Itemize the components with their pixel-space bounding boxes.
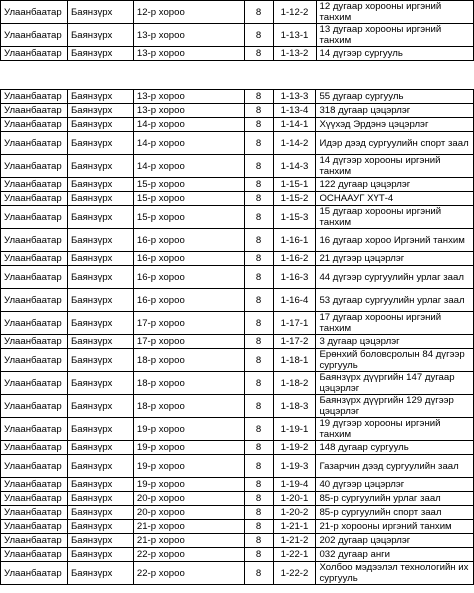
cell-code: 1-13-4 — [273, 104, 316, 118]
table-row — [1, 478, 474, 492]
cell-code: 1-14-3 — [273, 155, 316, 178]
cell-city: Улаанбаатар — [1, 252, 68, 266]
table-row — [1, 178, 474, 192]
cell-district: Баянзүрх — [67, 418, 133, 441]
table-row — [1, 506, 474, 520]
cell-location: 44 дүгээр сургуулийн урлаг заал — [316, 266, 474, 289]
cell-code: 1-18-3 — [273, 395, 316, 418]
cell-city: Улаанбаатар — [1, 441, 68, 455]
cell-number: 8 — [244, 478, 273, 492]
cell-khoroo: 13-р хороо — [133, 104, 244, 118]
cell-number: 8 — [244, 335, 273, 349]
cell-khoroo: 22-р хороо — [133, 562, 244, 585]
cell-code: 1-19-4 — [273, 478, 316, 492]
cell-khoroo: 16-р хороо — [133, 289, 244, 312]
cell-number: 8 — [244, 441, 273, 455]
cell-district: Баянзүрх — [67, 90, 133, 104]
cell-code: 1-17-2 — [273, 335, 316, 349]
cell-number: 8 — [244, 562, 273, 585]
cell-code: 1-16-4 — [273, 289, 316, 312]
cell-location: Баянзүрх дүүргийн 147 дугаар цэцэрлэг — [316, 372, 474, 395]
cell-district: Баянзүрх — [67, 47, 133, 61]
cell-city: Улаанбаатар — [1, 1, 68, 24]
cell-khoroo: 21-р хороо — [133, 534, 244, 548]
cell-location: 13 дугаар хорооны иргэний танхим — [316, 24, 474, 47]
cell-city: Улаанбаатар — [1, 229, 68, 252]
cell-location: ОСНААУГ ХҮТ-4 — [316, 192, 474, 206]
cell-location: 85-р сургуулийн урлаг заал — [316, 492, 474, 506]
cell-district: Баянзүрх — [67, 24, 133, 47]
cell-location: 17 дугаар хорооны иргэний танхим — [316, 312, 474, 335]
cell-code: 1-16-2 — [273, 252, 316, 266]
cell-district: Баянзүрх — [67, 441, 133, 455]
cell-district: Баянзүрх — [67, 455, 133, 478]
cell-number: 8 — [244, 395, 273, 418]
cell-district: Баянзүрх — [67, 1, 133, 24]
cell-code: 1-17-1 — [273, 312, 316, 335]
table-row — [1, 266, 474, 289]
cell-city: Улаанбаатар — [1, 395, 68, 418]
cell-number: 8 — [244, 90, 273, 104]
cell-location: Баянзүрх дүүргийн 129 дүгээр цэцэрлэг — [316, 395, 474, 418]
cell-number: 8 — [244, 266, 273, 289]
cell-khoroo: 13-р хороо — [133, 24, 244, 47]
cell-district: Баянзүрх — [67, 132, 133, 155]
cell-location: 318 дугаар цэцэрлэг — [316, 104, 474, 118]
cell-number: 8 — [244, 206, 273, 229]
table-row — [1, 534, 474, 548]
cell-city: Улаанбаатар — [1, 312, 68, 335]
cell-khoroo: 14-р хороо — [133, 118, 244, 132]
cell-city: Улаанбаатар — [1, 47, 68, 61]
cell-city: Улаанбаатар — [1, 548, 68, 562]
table-row — [1, 252, 474, 266]
cell-district: Баянзүрх — [67, 289, 133, 312]
table-row — [1, 192, 474, 206]
table-row — [1, 335, 474, 349]
cell-code: 1-12-2 — [273, 1, 316, 24]
cell-number: 8 — [244, 534, 273, 548]
cell-code: 1-16-1 — [273, 229, 316, 252]
cell-district: Баянзүрх — [67, 118, 133, 132]
cell-khoroo: 14-р хороо — [133, 132, 244, 155]
cell-location: Хүүхэд Эрдэнэ цэцэрлэг — [316, 118, 474, 132]
cell-city: Улаанбаатар — [1, 178, 68, 192]
cell-khoroo: 15-р хороо — [133, 178, 244, 192]
table-row — [1, 492, 474, 506]
table-row — [1, 229, 474, 252]
cell-city: Улаанбаатар — [1, 155, 68, 178]
table-row — [1, 372, 474, 395]
cell-location: 148 дугаар сургууль — [316, 441, 474, 455]
cell-district: Баянзүрх — [67, 548, 133, 562]
cell-code: 1-22-2 — [273, 562, 316, 585]
cell-khoroo: 17-р хороо — [133, 312, 244, 335]
table-row — [1, 395, 474, 418]
table-row — [1, 90, 474, 104]
table-row — [1, 206, 474, 229]
cell-number: 8 — [244, 104, 273, 118]
cell-district: Баянзүрх — [67, 506, 133, 520]
cell-number: 8 — [244, 24, 273, 47]
cell-number: 8 — [244, 312, 273, 335]
table-row — [1, 118, 474, 132]
cell-district: Баянзүрх — [67, 492, 133, 506]
table-row — [1, 132, 474, 155]
cell-location: 21-р хорооны иргэний танхим — [316, 520, 474, 534]
cell-district: Баянзүрх — [67, 534, 133, 548]
cell-city: Улаанбаатар — [1, 492, 68, 506]
cell-khoroo: 18-р хороо — [133, 349, 244, 372]
cell-code: 1-14-2 — [273, 132, 316, 155]
cell-code: 1-13-1 — [273, 24, 316, 47]
cell-location: Идэр дээд сургуулийн спорт заал — [316, 132, 474, 155]
cell-code: 1-19-1 — [273, 418, 316, 441]
cell-khoroo: 19-р хороо — [133, 441, 244, 455]
cell-khoroo: 16-р хороо — [133, 266, 244, 289]
cell-city: Улаанбаатар — [1, 349, 68, 372]
cell-district: Баянзүрх — [67, 349, 133, 372]
polling-stations-table — [0, 89, 474, 585]
cell-number: 8 — [244, 418, 273, 441]
cell-location: 15 дугаар хорооны иргэний танхим — [316, 206, 474, 229]
cell-location: 55 дугаар сургууль — [316, 90, 474, 104]
cell-code: 1-19-3 — [273, 455, 316, 478]
cell-code: 1-16-3 — [273, 266, 316, 289]
cell-location: 53 дугаар сургуулийн урлаг заал — [316, 289, 474, 312]
cell-khoroo: 16-р хороо — [133, 252, 244, 266]
cell-district: Баянзүрх — [67, 312, 133, 335]
cell-city: Улаанбаатар — [1, 478, 68, 492]
table-row — [1, 312, 474, 335]
cell-code: 1-20-2 — [273, 506, 316, 520]
cell-code: 1-20-1 — [273, 492, 316, 506]
cell-code: 1-21-1 — [273, 520, 316, 534]
cell-khoroo: 20-р хороо — [133, 492, 244, 506]
table-row — [1, 441, 474, 455]
cell-khoroo: 16-р хороо — [133, 229, 244, 252]
cell-number: 8 — [244, 548, 273, 562]
cell-khoroo: 18-р хороо — [133, 395, 244, 418]
cell-location: 12 дугаар хорооны иргэний танхим — [316, 1, 474, 24]
cell-khoroo: 22-р хороо — [133, 548, 244, 562]
cell-district: Баянзүрх — [67, 104, 133, 118]
cell-location: 14 дүгээр хорооны иргэний танхим — [316, 155, 474, 178]
cell-number: 8 — [244, 372, 273, 395]
table-row — [1, 104, 474, 118]
cell-city: Улаанбаатар — [1, 192, 68, 206]
cell-city: Улаанбаатар — [1, 24, 68, 47]
cell-number: 8 — [244, 506, 273, 520]
cell-khoroo: 18-р хороо — [133, 372, 244, 395]
cell-location: 85-р сургуулийн спорт заал — [316, 506, 474, 520]
cell-city: Улаанбаатар — [1, 90, 68, 104]
cell-code: 1-18-2 — [273, 372, 316, 395]
cell-khoroo: 13-р хороо — [133, 47, 244, 61]
cell-district: Баянзүрх — [67, 192, 133, 206]
cell-number: 8 — [244, 155, 273, 178]
cell-city: Улаанбаатар — [1, 418, 68, 441]
cell-city: Улаанбаатар — [1, 372, 68, 395]
cell-district: Баянзүрх — [67, 178, 133, 192]
cell-code: 1-14-1 — [273, 118, 316, 132]
cell-city: Улаанбаатар — [1, 520, 68, 534]
cell-code: 1-19-2 — [273, 441, 316, 455]
cell-location: Газарчин дээд сургуулийн заал — [316, 455, 474, 478]
cell-khoroo: 20-р хороо — [133, 506, 244, 520]
cell-location: 19 дүгээр хорооны иргэний танхим — [316, 418, 474, 441]
table-row — [1, 24, 474, 47]
cell-number: 8 — [244, 132, 273, 155]
cell-city: Улаанбаатар — [1, 506, 68, 520]
cell-location: 40 дүгээр цэцэрлэг — [316, 478, 474, 492]
cell-code: 1-15-3 — [273, 206, 316, 229]
cell-khoroo: 19-р хороо — [133, 478, 244, 492]
cell-location: 122 дугаар цэцэрлэг — [316, 178, 474, 192]
cell-code: 1-13-3 — [273, 90, 316, 104]
cell-khoroo: 13-р хороо — [133, 90, 244, 104]
cell-code: 1-15-1 — [273, 178, 316, 192]
cell-khoroo: 19-р хороо — [133, 418, 244, 441]
cell-city: Улаанбаатар — [1, 104, 68, 118]
cell-city: Улаанбаатар — [1, 206, 68, 229]
cell-district: Баянзүрх — [67, 335, 133, 349]
cell-city: Улаанбаатар — [1, 562, 68, 585]
cell-number: 8 — [244, 229, 273, 252]
table-row — [1, 562, 474, 585]
cell-district: Баянзүрх — [67, 266, 133, 289]
cell-code: 1-18-1 — [273, 349, 316, 372]
cell-code: 1-21-2 — [273, 534, 316, 548]
cell-number: 8 — [244, 118, 273, 132]
cell-khoroo: 14-р хороо — [133, 155, 244, 178]
cell-number: 8 — [244, 1, 273, 24]
cell-khoroo: 17-р хороо — [133, 335, 244, 349]
table-row — [1, 455, 474, 478]
cell-district: Баянзүрх — [67, 206, 133, 229]
polling-stations-table-top — [0, 0, 474, 61]
cell-district: Баянзүрх — [67, 229, 133, 252]
cell-code: 1-13-2 — [273, 47, 316, 61]
cell-city: Улаанбаатар — [1, 534, 68, 548]
cell-city: Улаанбаатар — [1, 132, 68, 155]
table-row — [1, 47, 474, 61]
cell-location: 14 дүгээр сургууль — [316, 47, 474, 61]
cell-khoroo: 15-р хороо — [133, 192, 244, 206]
cell-city: Улаанбаатар — [1, 289, 68, 312]
table-row — [1, 1, 474, 24]
cell-number: 8 — [244, 192, 273, 206]
cell-code: 1-15-2 — [273, 192, 316, 206]
cell-number: 8 — [244, 47, 273, 61]
cell-district: Баянзүрх — [67, 395, 133, 418]
cell-district: Баянзүрх — [67, 252, 133, 266]
cell-number: 8 — [244, 349, 273, 372]
cell-district: Баянзүрх — [67, 520, 133, 534]
cell-district: Баянзүрх — [67, 155, 133, 178]
cell-district: Баянзүрх — [67, 372, 133, 395]
cell-khoroo: 12-р хороо — [133, 1, 244, 24]
cell-khoroo: 19-р хороо — [133, 455, 244, 478]
cell-location: 3 дугаар цэцэрлэг — [316, 335, 474, 349]
cell-khoroo: 15-р хороо — [133, 206, 244, 229]
cell-code: 1-22-1 — [273, 548, 316, 562]
cell-location: 16 дугаар хороо Иргэний танхим — [316, 229, 474, 252]
cell-number: 8 — [244, 492, 273, 506]
table-row — [1, 418, 474, 441]
table-row — [1, 548, 474, 562]
cell-district: Баянзүрх — [67, 562, 133, 585]
table-row — [1, 520, 474, 534]
cell-location: Холбоо мэдээлэл технологийн их сургууль — [316, 562, 474, 585]
cell-city: Улаанбаатар — [1, 266, 68, 289]
cell-number: 8 — [244, 455, 273, 478]
cell-khoroo: 21-р хороо — [133, 520, 244, 534]
cell-number: 8 — [244, 289, 273, 312]
cell-city: Улаанбаатар — [1, 335, 68, 349]
table-row — [1, 155, 474, 178]
cell-number: 8 — [244, 252, 273, 266]
cell-number: 8 — [244, 178, 273, 192]
cell-district: Баянзүрх — [67, 478, 133, 492]
table-row — [1, 349, 474, 372]
cell-location: 202 дугаар цэцэрлэг — [316, 534, 474, 548]
cell-city: Улаанбаатар — [1, 455, 68, 478]
cell-location: 032 дугаар анги — [316, 548, 474, 562]
table-row — [1, 289, 474, 312]
cell-location: 21 дүгээр цэцэрлэг — [316, 252, 474, 266]
cell-location: Ерөнхий боловсролын 84 дүгээр сургууль — [316, 349, 474, 372]
cell-city: Улаанбаатар — [1, 118, 68, 132]
cell-number: 8 — [244, 520, 273, 534]
